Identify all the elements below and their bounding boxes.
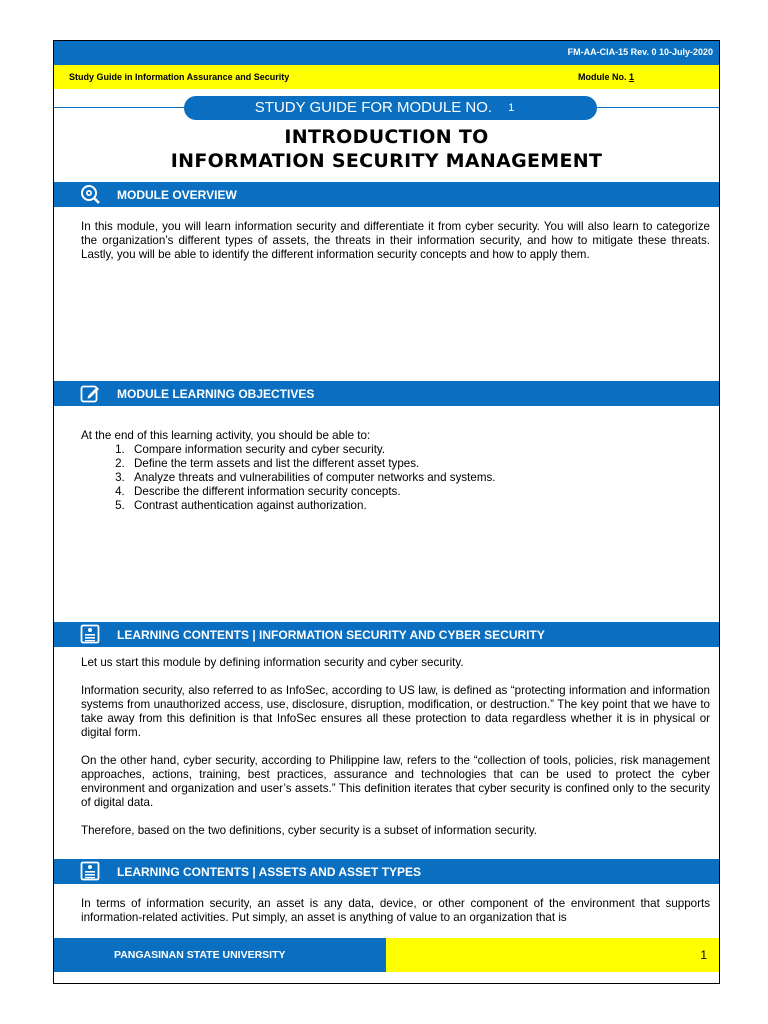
module-number: 1 [629, 72, 635, 82]
section-heading: LEARNING CONTENTS | ASSETS AND ASSET TYPES [117, 865, 422, 879]
contents-paragraph: Information security, also referred to as InfoSec, according to US law, is defined as “protecting information and information systems from unauthorized access, use, disclosure, disruption, modification, or destruction.” The key point that we have to take away from this definition is that InfoSec ensures all these protection to data regardless whether it is in physical or digital form. [81, 684, 710, 739]
section-heading: MODULE OVERVIEW [117, 188, 237, 202]
banner-line-left [54, 107, 184, 108]
form-code: FM-AA-CIA-15 Rev. 0 10-July-2020 [567, 47, 713, 57]
section-heading: LEARNING CONTENTS | INFORMATION SECURITY AND CYBER SECURITY [117, 628, 545, 642]
title-line-1: INTRODUCTION TO [284, 126, 489, 148]
objective-item: 1. Compare information security and cyber security. [128, 443, 710, 457]
contents-infosec-text [81, 656, 710, 838]
objectives-text [81, 429, 710, 513]
university-name: PANGASINAN STATE UNIVERSITY [114, 949, 286, 961]
contents-paragraph: Let us start this module by defining information security and cyber security. [81, 656, 464, 669]
contents-paragraph: On the other hand, cyber security, according to Philippine law, refers to the “collection of tools, policies, risk management approaches, actions, training, best practices, assurance and technologies that can be used to protect the cyber environment and organization and user’s assets.” This definition iterates that cyber security is confined only to the security of digital data. [81, 754, 710, 809]
search-gear-icon [80, 184, 100, 204]
contents-paragraph: Therefore, based on the two definitions, cyber security is a subset of information security. [81, 824, 538, 837]
section-heading: MODULE LEARNING OBJECTIVES [117, 387, 315, 401]
section-header-contents-infosec [54, 622, 719, 647]
objectives-intro: At the end of this learning activity, you should be able to: [81, 429, 371, 442]
course-title: Study Guide in Information Assurance and Security [69, 72, 290, 82]
banner-line-right [597, 107, 719, 108]
section-header-contents-assets [54, 859, 719, 884]
objective-item: 2. Define the term assets and list the different asset types. [128, 457, 710, 471]
section-header-overview [54, 182, 719, 207]
document-icon [80, 861, 100, 881]
page-number: 1 [700, 948, 707, 962]
document-page [53, 40, 720, 984]
module-indicator [578, 72, 634, 82]
objectives-list [81, 443, 710, 513]
contents-paragraph: In terms of information security, an asset is any data, device, or other component of the environment that supports information-related activities. Put simply, an asset is anything of value to an organization that is [81, 897, 710, 924]
pencil-edit-icon [80, 383, 100, 403]
objective-item: 5. Contrast authentication against authorization. [128, 499, 710, 513]
title-line-2: INFORMATION SECURITY MANAGEMENT [170, 150, 603, 172]
document-title [54, 125, 719, 173]
objective-item: 3. Analyze threats and vulnerabilities of computer networks and systems. [128, 471, 710, 485]
document-icon [80, 624, 100, 644]
header-top-bar [54, 41, 719, 65]
banner-label: STUDY GUIDE FOR MODULE NO. [254, 99, 493, 116]
contents-assets-text [81, 897, 710, 925]
section-header-objectives [54, 381, 719, 406]
study-guide-banner [184, 96, 597, 120]
banner-number: 1 [496, 96, 526, 121]
overview-paragraph: In this module, you will learn information security and differentiate it from cyber security. You will also learn to categorize the organization’s different types of assets, the threats in their information security, and how to mitigate these threats. Lastly, you will be able to identify the different information security concepts and how to apply them. [81, 220, 710, 261]
footer-page-bar [386, 938, 719, 972]
objective-item: 4. Describe the different information security concepts. [128, 485, 710, 499]
overview-text [81, 220, 710, 262]
header-course-bar [54, 65, 719, 89]
footer-university-bar [54, 938, 386, 972]
module-label: Module No. [578, 72, 627, 82]
